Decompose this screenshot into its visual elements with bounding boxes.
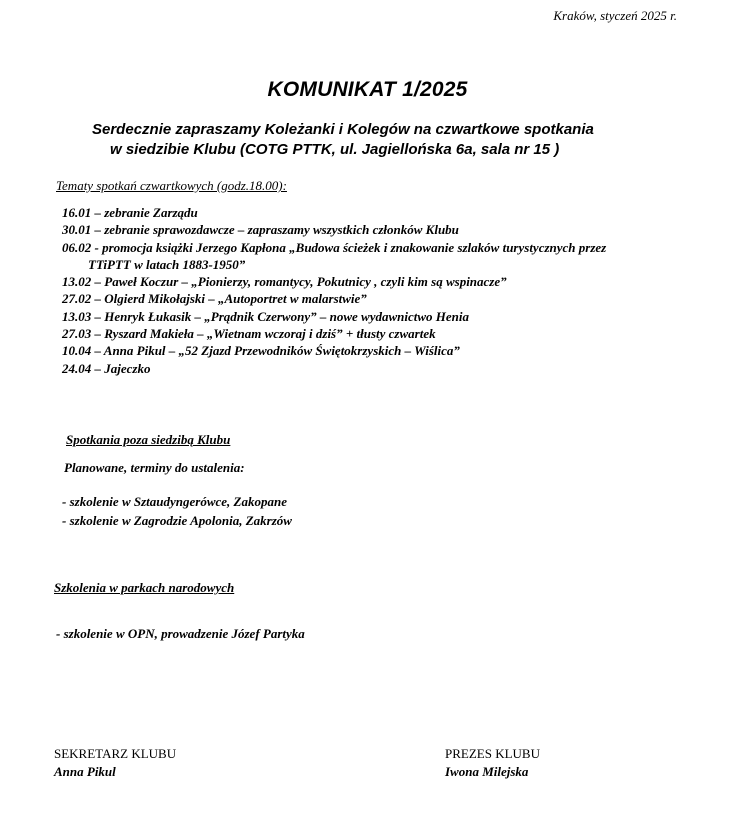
list-item-continuation: TTiPTT w latach 1883-1950” bbox=[88, 256, 246, 272]
list-item: 27.03 – Ryszard Makieła – „Wietnam wczoraj i dziś” + tłusty czwartek bbox=[62, 326, 436, 342]
outside-meetings-list bbox=[62, 492, 292, 530]
invitation-line-1: Serdecznie zapraszamy Koleżanki i Kolegów na czwartkowe spotkania bbox=[92, 121, 594, 138]
president-role: PREZES KLUBU bbox=[445, 746, 540, 761]
list-item: 27.02 – Olgierd Mikołajski – „Autoportret w malarstwie” bbox=[62, 291, 367, 307]
secretary-role: SEKRETARZ KLUBU bbox=[54, 746, 177, 761]
invitation-line-2: w siedzibie Klubu (COTG PTTK, ul. Jagiellońska 6a, sala nr 15 ) bbox=[110, 141, 560, 158]
thursday-meetings-list bbox=[62, 204, 606, 377]
national-parks-list bbox=[56, 626, 305, 642]
list-item: 06.02 - promocja książki Jerzego Kapłona „Budowa ścieżek i znakowanie szlaków turystycznych przez bbox=[62, 239, 607, 255]
list-item: 13.03 – Henryk Łukasik – „Prądnik Czerwony” – nowe wydawnictwo Henia bbox=[62, 308, 470, 324]
list-item: 16.01 – zebranie Zarządu bbox=[62, 205, 198, 220]
list-item: 13.02 – Paweł Koczur – „Pionierzy, romantycy, Pokutnicy , czyli kim są wspinacze” bbox=[62, 274, 507, 290]
place-date: Kraków, styczeń 2025 r. bbox=[553, 8, 677, 23]
thursday-meetings-heading: Tematy spotkań czwartkowych (godz.18.00): bbox=[56, 178, 287, 193]
page-title: KOMUNIKAT 1/2025 bbox=[267, 78, 468, 101]
national-parks-heading: Szkolenia w parkach narodowych bbox=[54, 580, 235, 595]
secretary-name: Anna Pikul bbox=[54, 764, 116, 779]
list-item: 24.04 – Jajeczko bbox=[62, 360, 151, 376]
list-item: 30.01 – zebranie sprawozdawcze – zapraszamy wszystkich członków Klubu bbox=[62, 222, 459, 238]
list-item: - szkolenie w OPN, prowadzenie Józef Partyka bbox=[56, 626, 305, 641]
list-item: 10.04 – Anna Pikul – „52 Zjazd Przewodników Świętokrzyskich – Wiślica” bbox=[62, 343, 460, 359]
outside-meetings-note: Planowane, terminy do ustalenia: bbox=[64, 460, 245, 475]
outside-meetings-heading: Spotkania poza siedzibą Klubu bbox=[66, 432, 231, 447]
list-item: - szkolenie w Sztaudyngerówce, Zakopane bbox=[62, 494, 287, 509]
list-item: - szkolenie w Zagrodzie Apolonia, Zakrzów bbox=[62, 513, 292, 528]
president-name: Iwona Milejska bbox=[445, 764, 529, 779]
